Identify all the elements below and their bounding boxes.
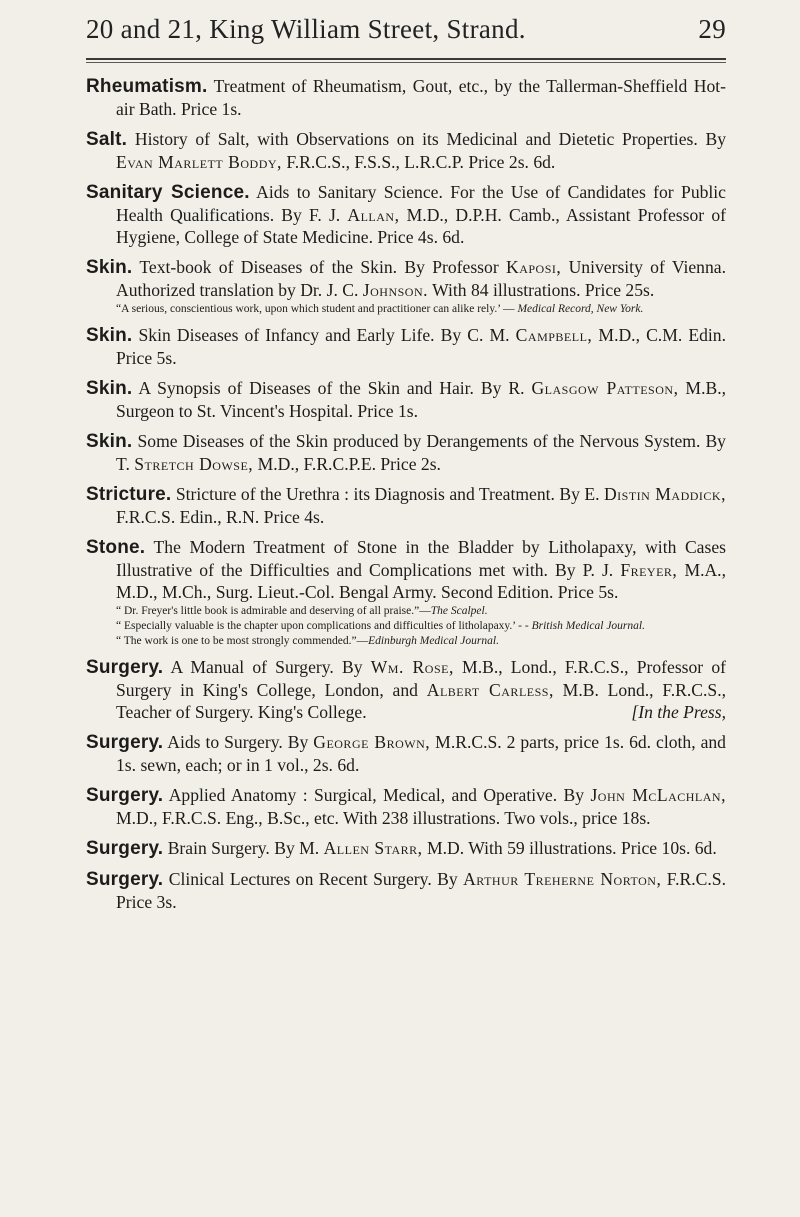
catalogue-entry xyxy=(86,181,726,248)
catalogue-entry xyxy=(86,324,726,369)
entry-heading: Sanitary Science. xyxy=(86,182,250,203)
catalogue-entry xyxy=(86,536,726,648)
entry-author: Albert Carless, xyxy=(426,680,554,700)
entry-author: Wm. Rose, xyxy=(370,657,454,677)
entry-text: F.R.C.S., F.S.S., L.R.C.P. Price 2s. 6d. xyxy=(286,152,556,172)
review-quote xyxy=(116,634,726,648)
review-text: “A serious, conscientious work, upon which student and practitioner can alike rely.’ — xyxy=(116,303,515,315)
entry-author: Stretch Dowse, xyxy=(134,454,254,474)
entry-text: History of Salt, with Observations on its Medicinal and Dietetic Properties. By xyxy=(134,129,727,149)
entry-text: Text-book of Diseases of the Skin. By Professor xyxy=(139,257,499,277)
entry-text: Stricture of the Urethra : its Diagnosis and Treatment. By E. xyxy=(175,484,600,504)
entry-text: F.R.C.S. Edin., R.N. Price 4s. xyxy=(116,507,325,527)
entry-author: Campbell, xyxy=(515,325,593,345)
entry-heading: Surgery. xyxy=(86,732,164,753)
catalogue-entry xyxy=(86,483,726,528)
entry-heading: Surgery. xyxy=(86,838,164,859)
entry-author: Freyer, xyxy=(620,560,678,580)
entry-heading: Skin. xyxy=(86,378,133,399)
page-number: 29 xyxy=(698,14,726,44)
entry-heading: Skin. xyxy=(86,325,133,346)
entry-author: Johnson. xyxy=(362,280,429,300)
entry-author: Distin Maddick, xyxy=(603,484,726,504)
entry-text: M.D., C.M. Edin. Price 5s. xyxy=(116,325,726,368)
review-source: Medical Record, New York. xyxy=(517,303,644,315)
entry-text: Skin Diseases of Infancy and Early Life. By C. M. xyxy=(138,325,510,345)
catalogue-entries xyxy=(86,75,726,913)
entry-text: Some Diseases of the Skin produced by Derangements of the Nervous System. By T. xyxy=(116,431,726,474)
entry-text: Brain Surgery. By M. xyxy=(167,838,320,858)
entry-author: Kaposi, xyxy=(506,257,562,277)
catalogue-entry xyxy=(86,128,726,173)
catalogue-entry xyxy=(86,868,726,913)
entry-text: With 84 illustrations. Price 25s. xyxy=(432,280,655,300)
entry-text: M.D. With 59 illustrations. Price 10s. 6d. xyxy=(427,838,717,858)
entry-text: Clinical Lectures on Recent Surgery. By xyxy=(168,869,458,889)
entry-author: Evan Marlett Boddy, xyxy=(116,152,282,172)
header-rule xyxy=(86,58,726,60)
entry-heading: Surgery. xyxy=(86,657,164,678)
entry-text: Aids to Sanitary Science. For the Use of Candidates for Public Health Qualifications. By F. J. xyxy=(116,182,726,225)
review-text: “ Especially valuable is the chapter upon complications and difficulties of litholapaxy.’ - - xyxy=(116,620,529,632)
catalogue-entry xyxy=(86,75,726,120)
entry-text: M.B., Lond., F.R.C.S., Professor of Surgery in King's College, London, and xyxy=(116,657,726,700)
catalogue-entry xyxy=(86,837,726,860)
running-head xyxy=(86,0,726,44)
entry-text: M.R.C.S. 2 parts, price 1s. 6d. cloth, and 1s. sewn, each; or in 1 vol., 2s. 6d. xyxy=(116,732,726,775)
entry-heading: Stone. xyxy=(86,537,146,558)
entry-text: M.D., F.R.C.P.E. Price 2s. xyxy=(257,454,441,474)
entry-author: John McLachlan, xyxy=(590,785,726,805)
entry-author: Arthur Treherne Norton, xyxy=(463,869,662,889)
entry-author: Allen Starr, xyxy=(323,838,423,858)
publication-status: [In the Press, xyxy=(631,702,726,722)
entry-text: Aids to Surgery. By xyxy=(167,732,309,752)
entry-text: A Synopsis of Diseases of the Skin and Hair. By R. xyxy=(138,378,525,398)
entry-heading: Surgery. xyxy=(86,869,164,890)
entry-text: The Modern Treatment of Stone in the Bladder by Litholapaxy, with Cases Illustrative of the Difficulties and Complications met with. By P. J. xyxy=(116,537,726,580)
review-source: British Medical Journal. xyxy=(531,620,645,632)
entry-text: M.B. Lond., F.R.C.S., Teacher of Surgery. King's College. xyxy=(116,680,727,722)
entry-author: George Brown, xyxy=(313,732,431,752)
entry-text: Treatment of Rheumatism, Gout, etc., by the Tallerman-Sheffield Hot-air Bath. Price 1s. xyxy=(116,76,726,119)
review-text: “ The work is one to be most strongly commended.”— xyxy=(116,635,369,647)
entry-heading: Skin. xyxy=(86,257,133,278)
review-quote xyxy=(116,619,726,633)
entry-text: University of Vienna. Authorized translation by Dr. J. C. xyxy=(116,257,726,300)
entry-author: Allan, xyxy=(347,205,400,225)
review-source: Edinburgh Medical Journal. xyxy=(368,635,499,647)
entry-text: M.D., D.P.H. Camb., Assistant Professor of Hygiene, College of State Medicine. Price 4s. 6d. xyxy=(116,205,726,247)
entry-text: Applied Anatomy : Surgical, Medical, and Operative. By xyxy=(168,785,585,805)
entry-text: M.B., Surgeon to St. Vincent's Hospital. Price 1s. xyxy=(116,378,726,421)
entry-heading: Surgery. xyxy=(86,785,164,806)
review-source: The Scalpel. xyxy=(430,605,488,617)
entry-text: A Manual of Surgery. By xyxy=(170,657,363,677)
entry-heading: Stricture. xyxy=(86,484,172,505)
entry-heading: Skin. xyxy=(86,431,133,452)
catalogue-entry xyxy=(86,784,726,829)
entry-heading: Salt. xyxy=(86,129,128,150)
entry-author: Glasgow Patteson, xyxy=(531,378,679,398)
catalogue-entry xyxy=(86,656,726,723)
catalogue-entry xyxy=(86,731,726,776)
catalogue-entry xyxy=(86,377,726,422)
review-text: “ Dr. Freyer's little book is admirable and deserving of all praise.”— xyxy=(116,605,431,617)
entry-text: F.R.C.S. Price 3s. xyxy=(116,869,726,912)
entry-text: M.A., M.D., M.Ch., Surg. Lieut.-Col. Bengal Army. Second Edition. Price 5s. xyxy=(116,560,726,602)
running-head-title: 20 and 21, King William Street, Strand. xyxy=(86,14,526,44)
catalogue-entry xyxy=(86,256,726,316)
entry-text: M.D., F.R.C.S. Eng., B.Sc., etc. With 238 illustrations. Two vols., price 18s. xyxy=(116,808,651,828)
review-quote xyxy=(116,604,726,618)
review-quote xyxy=(116,302,726,316)
header-rule-thin xyxy=(86,62,726,63)
entry-heading: Rheumatism. xyxy=(86,76,208,97)
catalogue-entry xyxy=(86,430,726,475)
